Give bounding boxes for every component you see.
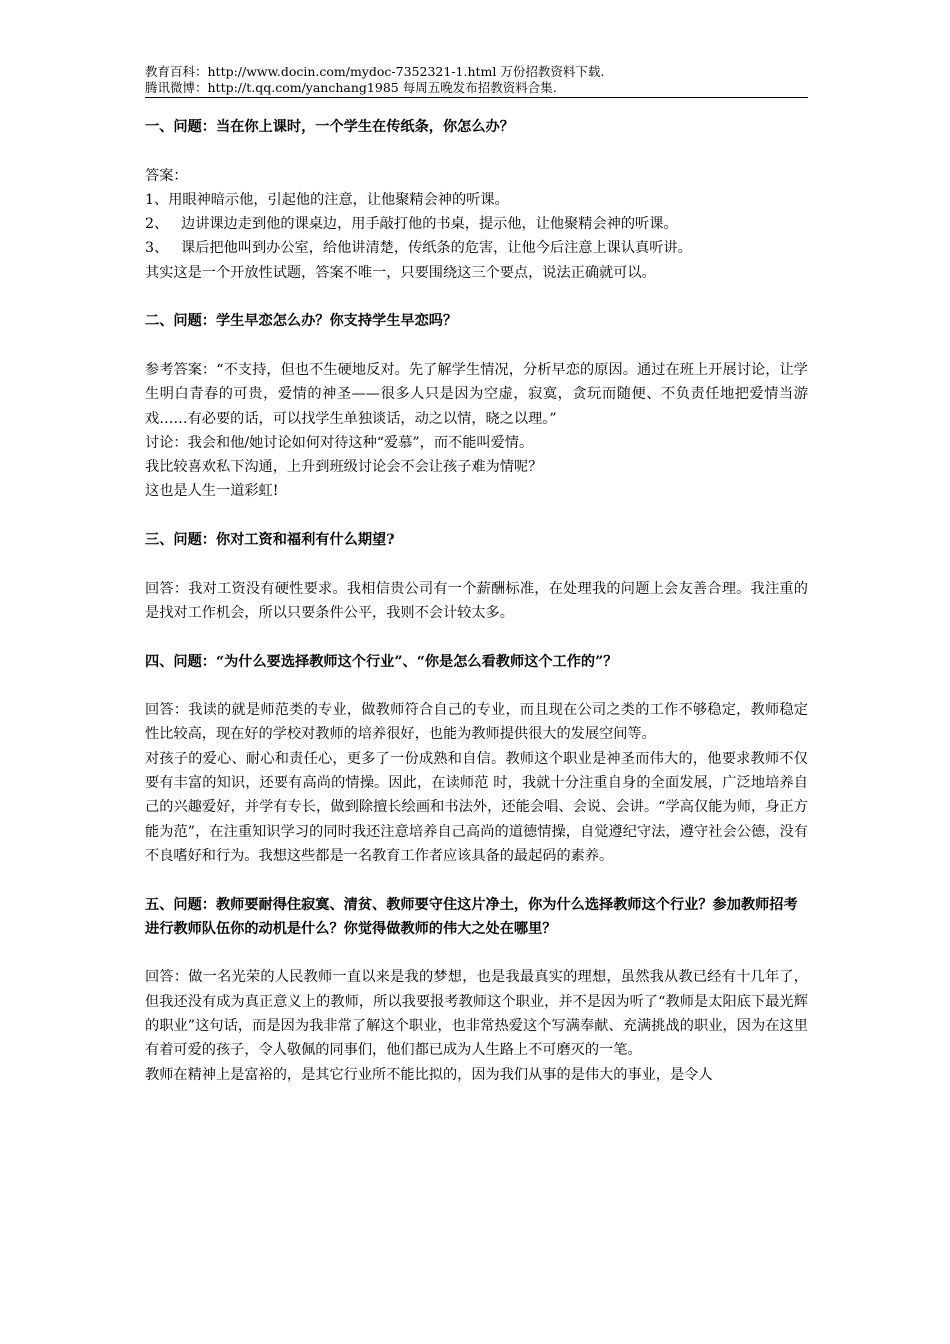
question-2-paragraph: 这也是人生一道彩虹! — [145, 483, 279, 500]
question-5-title: 五、问题：教师要耐得住寂寞、清贫、教师要守住这片净土，你为什么选择教师这个行业？参加教师招考进行教师队伍你的动机是什么？你觉得做教师的伟大之处在哪里？ — [145, 896, 798, 937]
question-4-paragraph: 回答：我读的就是师范类的专业，做教师符合自己的专业，而且现在公司之类的工作不够稳定，教师稳定性比较高，现在好的学校对教师的培养很好，也能为教师提供很大的发展空间等。 — [145, 702, 808, 743]
question-4-paragraph: 对孩子的爱心、耐心和责任心，更多了一份成熟和自信。教师这个职业是神圣而伟大的，他要求教师不仅要有丰富的知识，还要有高尚的情操。因此，在读师范 时，我就十分注重自身的全面发展，广泛地培养自己的兴趣爱好，并学有专长，做到除擅长绘画和书法外，还能会唱、会说、会讲。“学高仅能为师，身正方能为范”，在注重知识学习的同时我还注意培养自己高尚的道德情操，自觉遵纪守法，遵守社会公德，没有不良嗜好和行为。我想这些都是一名教育工作者应该具备的最起码的素养。 — [145, 750, 808, 864]
question-2-paragraph: 我比较喜欢私下沟通，上升到班级讨论会不会让孩子难为情呢？ — [145, 459, 543, 476]
question-5-paragraph: 教师在精神上是富裕的，是其它行业所不能比拟的，因为我们从事的是伟大的事业，是令人 — [145, 1066, 713, 1083]
item-text: 边讲课边走到他的课桌边，用手敲打他的书桌，提示他，让他聚精会神的听课。 — [181, 216, 678, 233]
header-line-docin: 教育百科：http://www.docin.com/mydoc-7352321-1.html 万份招教资料下载. — [145, 64, 605, 79]
question-4-title: 四、问题：“为什么要选择教师这个行业”、“你是怎么看教师这个工作的”？ — [145, 653, 618, 670]
question-1-answer-label: 答案： — [145, 167, 188, 184]
item-text: 课后把他叫到办公室，给他讲清楚，传纸条的危害，让他今后注意上课认真听讲。 — [181, 240, 692, 257]
document-body — [145, 98, 808, 1087]
question-3-title: 三、问题：你对工资和福利有什么期望? — [145, 532, 395, 549]
page-header — [145, 64, 808, 98]
question-1-title: 一、问题：当在你上课时，一个学生在传纸条，你怎么办？ — [145, 119, 514, 135]
question-2-paragraph: 讨论：我会和他/她讨论如何对待这种“爱慕”，而不能叫爱情。 — [145, 434, 534, 451]
question-1-item — [145, 236, 808, 260]
item-text: 用眼神暗示他，引起他的注意，让他聚精会神的听课。 — [168, 191, 509, 208]
question-1-note: 其实这是一个开放性试题，答案不唯一，只要围绕这三个要点，说法正确就可以。 — [145, 264, 656, 281]
question-1-item — [145, 188, 808, 212]
header-line-weibo: 腾讯微博：http://t.qq.com/yanchang1985 每周五晚发布招教资料合集. — [145, 80, 557, 95]
document-page — [145, 64, 808, 1087]
question-3-paragraph: 回答：我对工资没有硬性要求。我相信贵公司有一个薪酬标准，在处理我的问题上会友善合理。我注重的是找对工作机会，所以只要条件公平，我则不会计较太多。 — [145, 580, 808, 621]
item-number: 1、 — [145, 191, 169, 208]
question-2-title: 二、问题：学生早恋怎么办？你支持学生早恋吗？ — [145, 313, 458, 330]
question-2-paragraph: 参考答案：“不支持，但也不生硬地反对。先了解学生情况，分析早恋的原因。通过在班上开展讨论，让学生明白青春的可贵，爱情的神圣——很多人只是因为空虚，寂寞，贪玩而随便、不负责任地把爱情当游戏……有必要的话，可以找学生单独谈话，动之以情，晓之以理。” — [145, 361, 808, 427]
item-number: 2、 — [145, 216, 169, 233]
question-5-paragraph: 回答：做一名光荣的人民教师一直以来是我的梦想，也是我最真实的理想，虽然我从教已经有十几年了，但我还没有成为真正意义上的教师，所以我要报考教师这个职业，并不是因为听了“教师是太阳底下最光辉的职业”这句话，而是因为我非常了解这个职业，也非常热爱这个写满奉献、充满挑战的职业，因为在这里有着可爱的孩子，令人敬佩的同事们，他们都已成为人生路上不可磨灭的一笔。 — [145, 969, 808, 1059]
question-1-item — [145, 212, 808, 236]
item-number: 3、 — [145, 240, 169, 257]
